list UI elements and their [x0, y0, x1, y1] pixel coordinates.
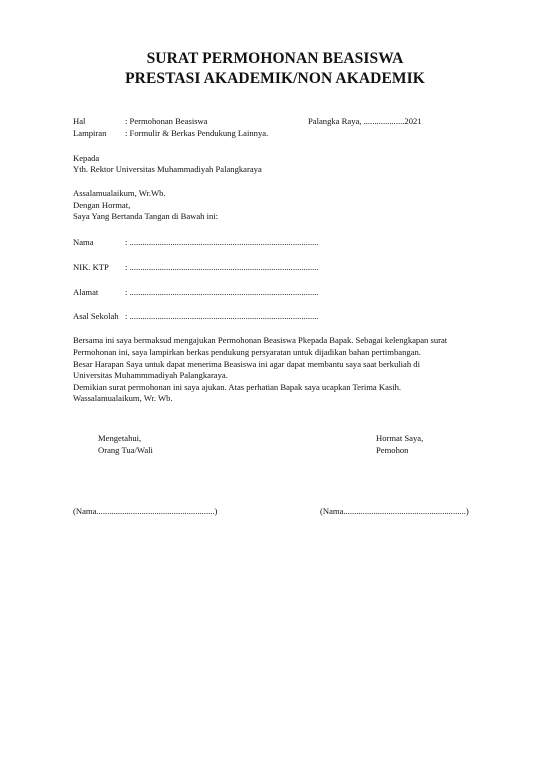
intro-statement: Saya Yang Bertanda Tangan di Bawah ini:	[73, 211, 219, 221]
lampiran-value: : Formulir & Berkas Pendukung Lainnya.	[125, 128, 269, 138]
hal-label: Hal	[73, 116, 86, 126]
field-nama-label: Nama	[73, 237, 94, 247]
letter-title-line1: SURAT PERMOHONAN BEASISWA	[146, 50, 404, 67]
body-line-6: Wassalamualaikum, Wr. Wb.	[73, 393, 173, 403]
recipient-name: Yth. Rektor Universitas Muhammadiyah Palangkaraya	[73, 164, 262, 174]
body-line-5: Demikian surat permohonan ini saya ajukan. Atas perhatian Bapak saya ucapkan Terima Kasih.	[73, 382, 402, 392]
salam-opening: Assalamualaikum, Wr.Wb.	[73, 188, 166, 198]
place-date: Palangka Raya, ...................2021	[308, 116, 422, 126]
field-nama-value: : ........................................................................................	[125, 237, 319, 247]
field-nik-label: NIK. KTP	[73, 262, 109, 272]
body-line-4: Universitas Muhammmadiyah Palangkaraya.	[73, 370, 228, 380]
signature-left-role: Orang Tua/Wali	[98, 445, 153, 455]
field-asal-sekolah-value: : ........................................................................................	[125, 311, 319, 321]
letter-title-line2: PRESTASI AKADEMIK/NON AKADEMIK	[125, 70, 425, 87]
signature-left-heading: Mengetahui,	[98, 433, 142, 443]
dengan-hormat: Dengan Hormat,	[73, 200, 131, 210]
field-alamat-label: Alamat	[73, 287, 99, 297]
field-nik-value: : ........................................................................................	[125, 262, 319, 272]
body-line-3: Besar Harapan Saya untuk dapat menerima Beasiswa ini agar dapat membantu saya saat berkuliah di	[73, 359, 420, 369]
field-asal-sekolah-label: Asal Sekolah	[73, 311, 119, 321]
hal-value: : Permohonan Beasiswa	[125, 116, 208, 126]
signature-right-heading: Hormat Saya,	[376, 433, 424, 443]
signature-right-name: (Nama.........................................................)	[320, 506, 469, 516]
lampiran-label: Lampiran	[73, 128, 107, 138]
body-line-1: Bersama ini saya bermaksud mengajukan Permohonan Beasiswa Pkepada Bapak. Sebagai kelengkapan surat	[73, 335, 448, 345]
signature-left-name: (Nama.......................................................)	[73, 506, 218, 516]
field-alamat-value: : ........................................................................................	[125, 287, 319, 297]
body-line-2: Permohonan ini, saya lampirkan berkas pendukung persyaratan untuk dijadikan bahan pertimbangan.	[73, 347, 421, 357]
kepada-label: Kepada	[73, 153, 100, 163]
signature-right-role: Pemohon	[376, 445, 409, 455]
